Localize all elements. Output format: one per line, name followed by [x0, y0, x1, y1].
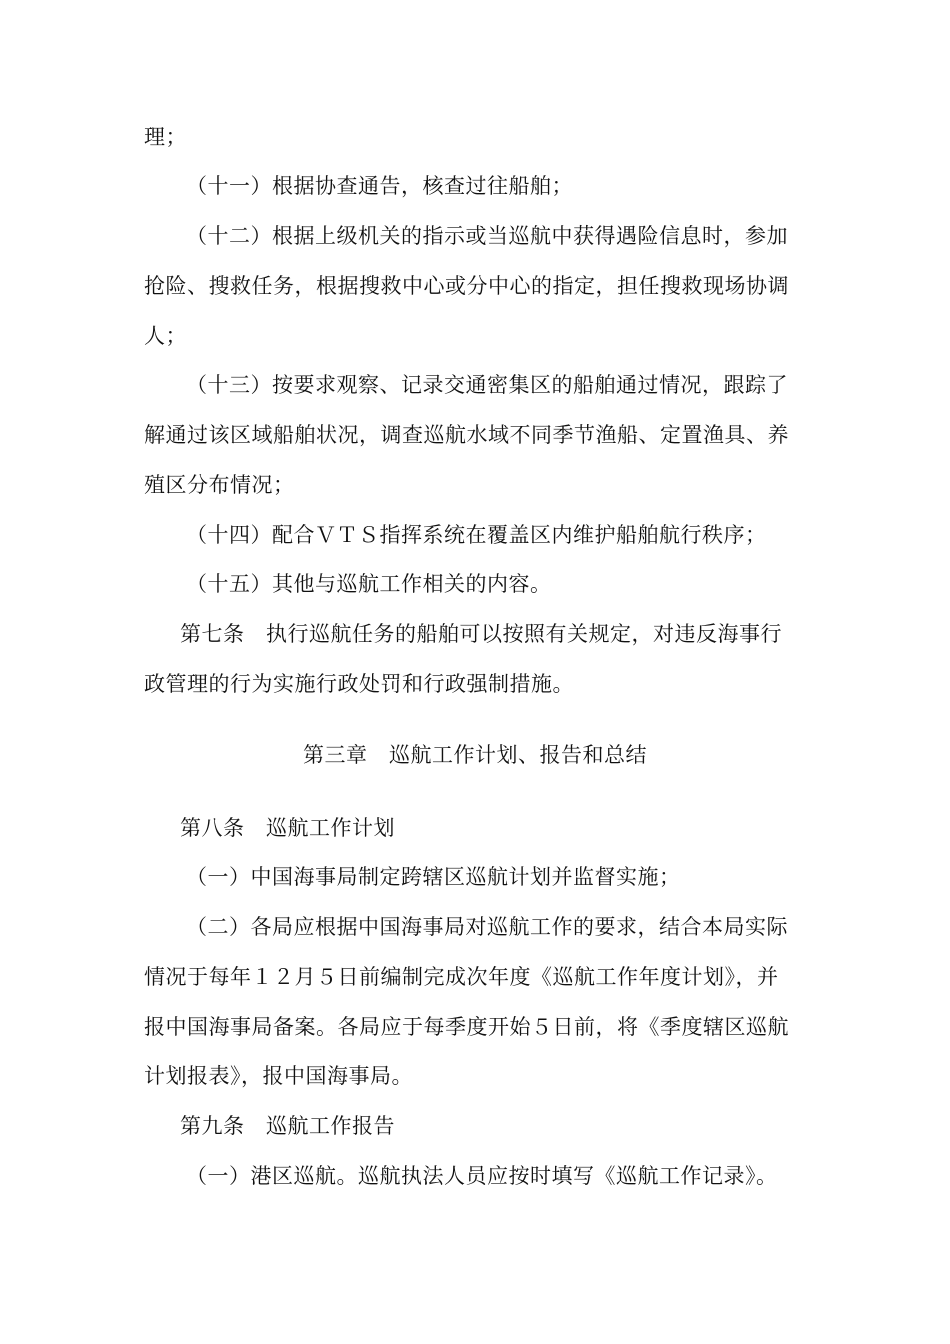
text-line: 政管理的行为实施行政处罚和行政强制措施。 — [144, 672, 574, 696]
text-line: （二）各局应根据中国海事局对巡航工作的要求，结合本局实际 — [186, 915, 788, 939]
text-line: （十一）根据协查通告，核查过往船舶； — [186, 174, 573, 198]
text-line: （十五）其他与巡航工作相关的内容。 — [186, 572, 552, 596]
chapter-heading: 第三章 巡航工作计划、报告和总结 — [303, 743, 647, 767]
text-line: 理； — [144, 125, 187, 149]
text-line: 殖区分布情况； — [144, 473, 295, 497]
text-line: 情况于每年１２月５日前编制完成次年度《巡航工作年度计划》，并 — [144, 965, 779, 989]
text-line: 抢险、搜救任务，根据搜救中心或分中心的指定，担任搜救现场协调 — [144, 274, 789, 298]
article-nine-heading: 第九条 巡航工作报告 — [180, 1114, 395, 1138]
text-line: 计划报表》，报中国海事局。 — [144, 1064, 413, 1088]
text-line: 人； — [144, 324, 187, 348]
text-line: （十三）按要求观察、记录交通密集区的船舶通过情况，跟踪了 — [186, 373, 788, 397]
text-line: （十四）配合ＶＴＳ指挥系统在覆盖区内维护船舶航行秩序； — [186, 523, 767, 547]
text-line: （一）中国海事局制定跨辖区巡航计划并监督实施； — [186, 865, 681, 889]
text-line: 解通过该区域船舶状况，调查巡航水域不同季节渔船、定置渔具、养 — [144, 423, 789, 447]
article-eight-heading: 第八条 巡航工作计划 — [180, 816, 395, 840]
article-seven: 第七条 执行巡航任务的船舶可以按照有关规定，对违反海事行 — [180, 622, 782, 646]
text-line: （十二）根据上级机关的指示或当巡航中获得遇险信息时，参加 — [186, 224, 788, 248]
text-line: 报中国海事局备案。各局应于每季度开始５日前，将《季度辖区巡航 — [144, 1015, 789, 1039]
text-line: （一）港区巡航。巡航执法人员应按时填写《巡航工作记录》。 — [186, 1164, 778, 1188]
